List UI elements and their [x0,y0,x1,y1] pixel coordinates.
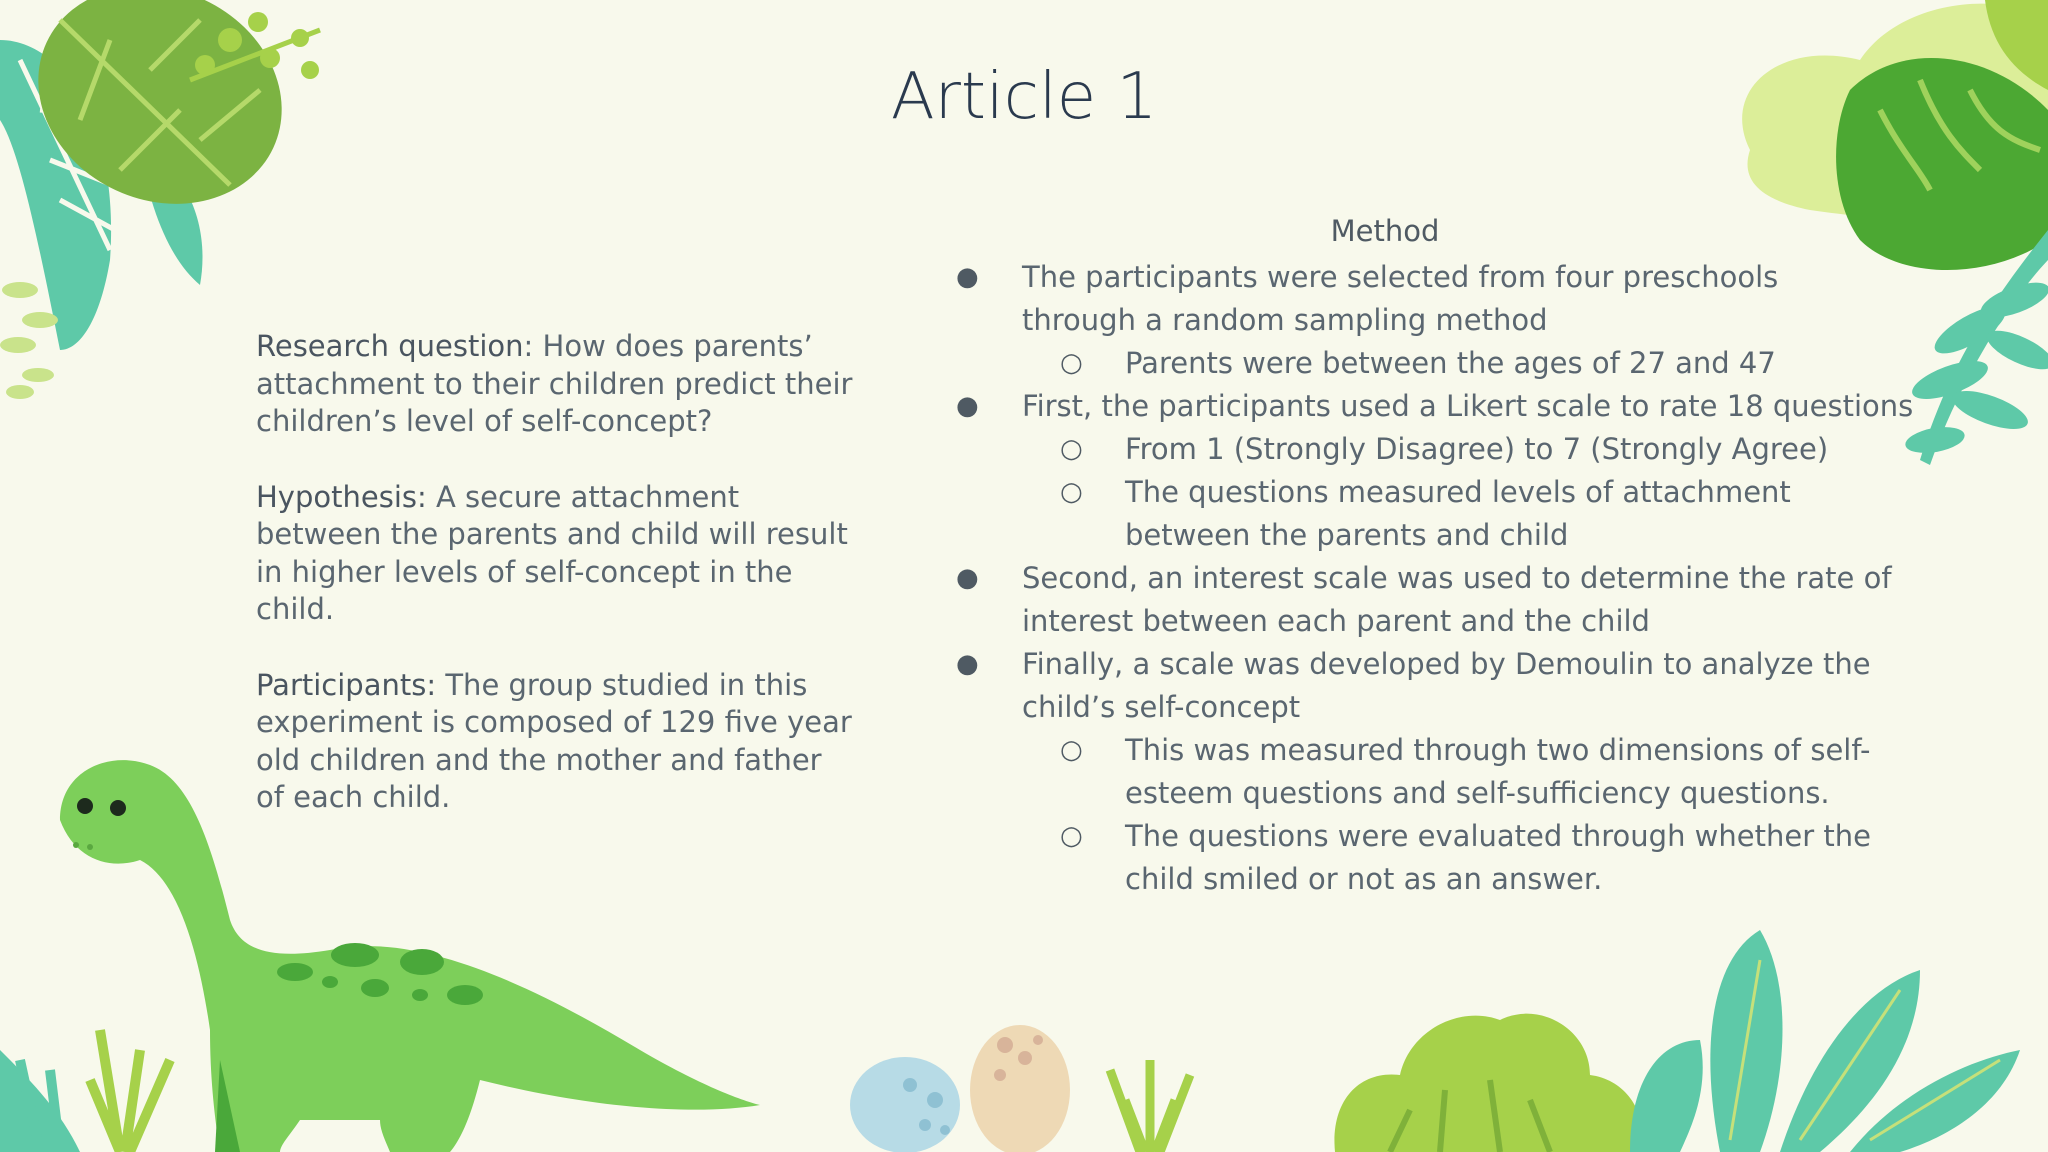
list-item-text: child smiled or not as an answer. [1125,862,1603,896]
bullet-icon: ● [956,262,979,292]
grass-tuft-icon [1110,1060,1190,1152]
hypothesis-paragraph [256,479,856,629]
method-heading: Method [1330,214,1440,248]
list-item-text: child’s self-concept [1022,690,1301,724]
list-item-text: Parents were between the ages of 27 and 47 [1125,346,1776,380]
list-item-text: The participants were selected from four preschools [1022,260,1779,294]
research-question-text: : How does parents’ attachment to their children predict their children’s level of self-concept? [256,329,853,438]
sub-bullet-icon: ○ [1060,434,1083,464]
participants-label: Participants: [256,667,437,702]
sub-bullet-icon: ○ [1060,735,1083,765]
list-item-text: The questions measured levels of attachment [1125,475,1791,509]
monstera-leaf-icon [1742,0,2048,270]
bullet-icon: ● [956,391,979,421]
list-item-text: through a random sampling method [1022,303,1548,337]
list-item-text: First, the participants used a Likert scale to rate 18 questions [1022,389,1914,423]
bullet-icon: ● [956,649,979,679]
fern-leaf-icon [1630,930,2020,1152]
list-item-text: This was measured through two dimensions of self- [1125,733,1871,767]
list-item-text: esteem questions and self-sufficiency questions. [1125,776,1830,810]
sub-bullet-icon: ○ [1060,821,1083,851]
participants-paragraph [256,667,856,817]
study-summary [256,328,856,855]
sub-bullet-icon: ○ [1060,348,1083,378]
participants-text: The group studied in this experiment is composed of 129 five year old children and the mother and father of each child. [256,667,852,814]
list-item-text: interest between each parent and the child [1022,604,1650,638]
list-item-text: Second, an interest scale was used to determine the rate of [1022,561,1892,595]
list-item-text: between the parents and child [1125,518,1569,552]
hypothesis-label: Hypothesis: [256,479,427,514]
bush-icon [1334,1014,1642,1152]
list-item-text: From 1 (Strongly Disagree) to 7 (Strongly Agree) [1125,432,1829,466]
grass-tuft-icon [0,1030,170,1152]
hypothesis-text: A secure attachment between the parents and child will result in higher levels of self-concept in the child. [256,479,848,626]
sub-bullet-icon: ○ [1060,477,1083,507]
fern-leaf-icon [0,282,58,399]
dinosaur-egg-icon [970,1025,1070,1152]
research-question-label: Research question [256,329,524,363]
list-item-text: The questions were evaluated through whether the [1125,819,1871,853]
bullet-icon: ● [956,563,979,593]
list-item-text: Finally, a scale was developed by Demoulin to analyze the [1022,647,1871,681]
dinosaur-egg-icon [850,1057,960,1152]
slide-title: Article 1 [890,60,1158,134]
research-question-paragraph [256,328,856,441]
